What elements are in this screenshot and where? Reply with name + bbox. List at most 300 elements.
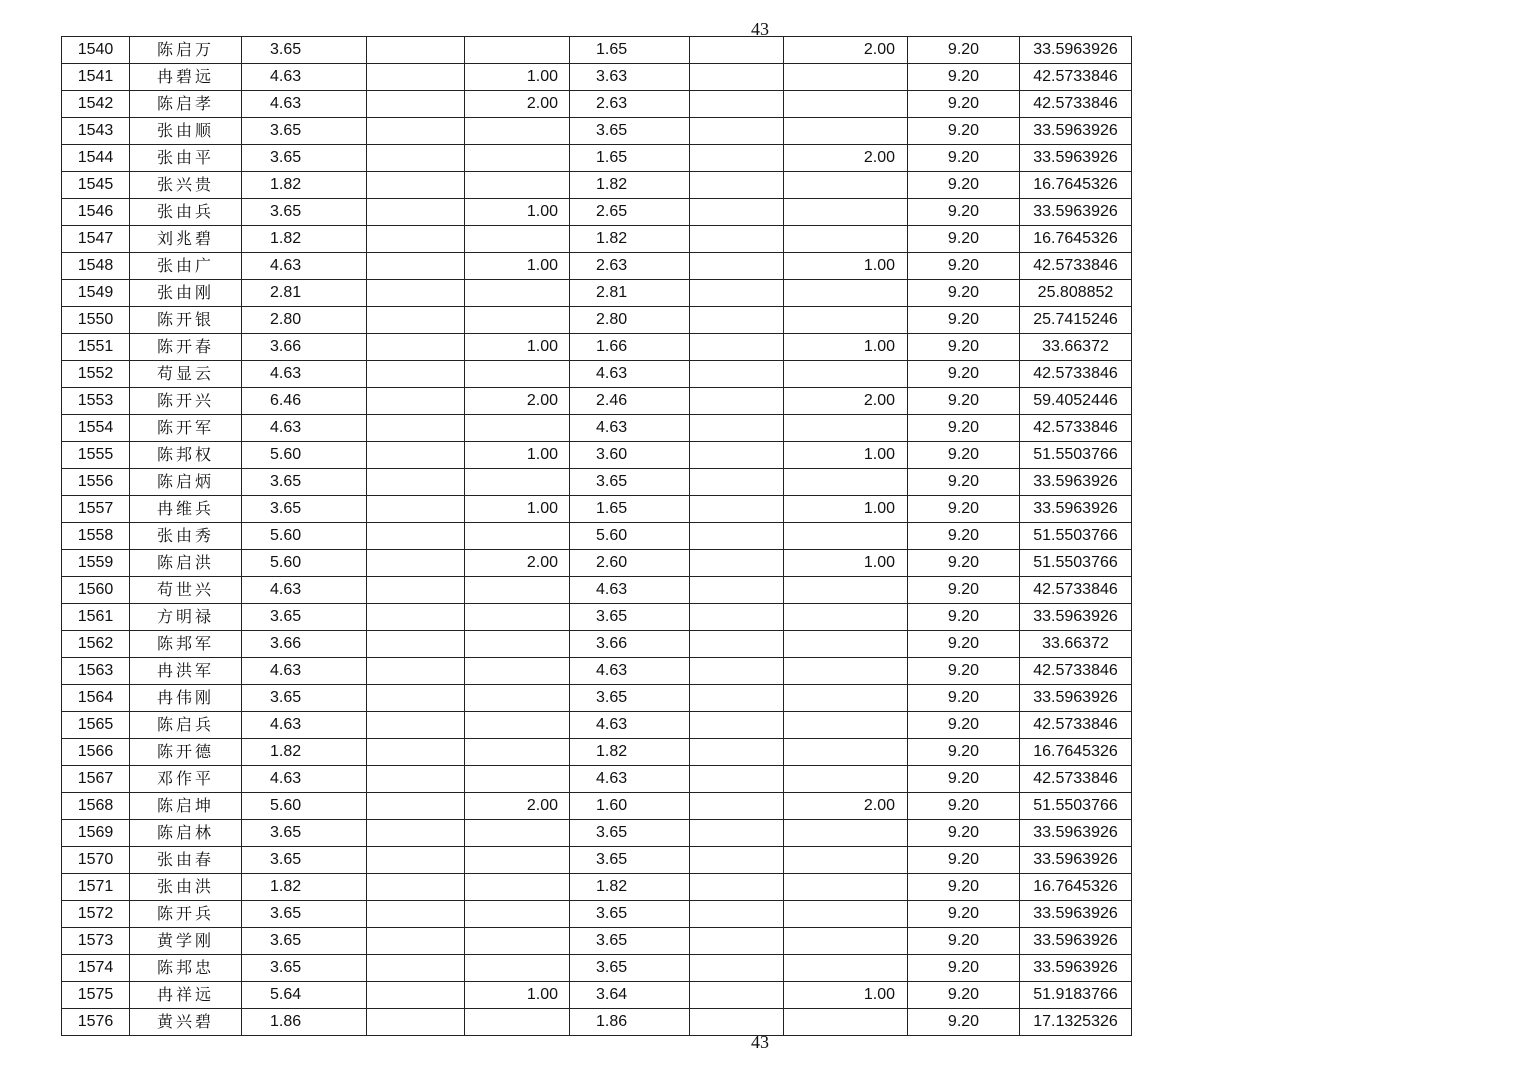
column-e-cell [690, 253, 784, 280]
column-c-cell [465, 658, 570, 685]
column-e-cell [690, 280, 784, 307]
amount-cell: 33.5963926 [1020, 847, 1132, 874]
name-cell: 陈邦忠 [130, 955, 242, 982]
column-d-cell: 2.63 [570, 253, 690, 280]
column-b-cell [367, 388, 465, 415]
area-total-cell: 1.82 [242, 172, 367, 199]
column-e-cell [690, 307, 784, 334]
amount-cell: 33.5963926 [1020, 820, 1132, 847]
name-cell: 张由兵 [130, 199, 242, 226]
column-c-cell [465, 307, 570, 334]
table-row [62, 955, 1132, 982]
column-d-cell: 1.82 [570, 874, 690, 901]
name-cell: 张由洪 [130, 874, 242, 901]
column-f-cell [784, 199, 908, 226]
rate-cell: 9.20 [908, 712, 1020, 739]
column-b-cell [367, 91, 465, 118]
rate-cell: 9.20 [908, 631, 1020, 658]
column-b-cell [367, 874, 465, 901]
column-e-cell [690, 631, 784, 658]
table-row [62, 793, 1132, 820]
column-f-cell [784, 631, 908, 658]
rate-cell: 9.20 [908, 523, 1020, 550]
amount-cell: 25.808852 [1020, 280, 1132, 307]
column-f-cell [784, 604, 908, 631]
rate-cell: 9.20 [908, 928, 1020, 955]
amount-cell: 42.5733846 [1020, 766, 1132, 793]
rate-cell: 9.20 [908, 550, 1020, 577]
amount-cell: 33.5963926 [1020, 145, 1132, 172]
column-e-cell [690, 523, 784, 550]
column-c-cell [465, 820, 570, 847]
name-cell: 苟显云 [130, 361, 242, 388]
row-number-cell: 1545 [62, 172, 130, 199]
column-c-cell [465, 469, 570, 496]
name-cell: 张由平 [130, 145, 242, 172]
column-d-cell: 1.65 [570, 496, 690, 523]
amount-cell: 25.7415246 [1020, 307, 1132, 334]
name-cell: 陈邦权 [130, 442, 242, 469]
column-b-cell [367, 631, 465, 658]
area-total-cell: 3.65 [242, 685, 367, 712]
column-e-cell [690, 766, 784, 793]
table-row [62, 820, 1132, 847]
rate-cell: 9.20 [908, 469, 1020, 496]
table-row [62, 442, 1132, 469]
column-f-cell: 1.00 [784, 550, 908, 577]
column-f-cell [784, 226, 908, 253]
column-d-cell: 3.65 [570, 469, 690, 496]
column-d-cell: 3.66 [570, 631, 690, 658]
column-c-cell [465, 415, 570, 442]
column-d-cell: 4.63 [570, 577, 690, 604]
column-e-cell [690, 793, 784, 820]
column-b-cell [367, 982, 465, 1009]
rate-cell: 9.20 [908, 91, 1020, 118]
column-b-cell [367, 955, 465, 982]
area-total-cell: 4.63 [242, 766, 367, 793]
table-row [62, 415, 1132, 442]
column-d-cell: 2.46 [570, 388, 690, 415]
row-number-cell: 1543 [62, 118, 130, 145]
name-cell: 陈启兵 [130, 712, 242, 739]
name-cell: 陈启林 [130, 820, 242, 847]
column-b-cell [367, 577, 465, 604]
column-b-cell [367, 847, 465, 874]
amount-cell: 42.5733846 [1020, 577, 1132, 604]
amount-cell: 33.5963926 [1020, 199, 1132, 226]
row-number-cell: 1542 [62, 91, 130, 118]
column-f-cell: 1.00 [784, 334, 908, 361]
area-total-cell: 4.63 [242, 415, 367, 442]
column-b-cell [367, 496, 465, 523]
column-e-cell [690, 469, 784, 496]
rate-cell: 9.20 [908, 280, 1020, 307]
rate-cell: 9.20 [908, 739, 1020, 766]
column-f-cell: 2.00 [784, 37, 908, 64]
column-c-cell: 2.00 [465, 91, 570, 118]
amount-cell: 33.5963926 [1020, 901, 1132, 928]
rate-cell: 9.20 [908, 496, 1020, 523]
column-b-cell [367, 901, 465, 928]
column-e-cell [690, 334, 784, 361]
column-b-cell [367, 199, 465, 226]
amount-cell: 42.5733846 [1020, 658, 1132, 685]
column-e-cell [690, 442, 784, 469]
amount-cell: 16.7645326 [1020, 874, 1132, 901]
rate-cell: 9.20 [908, 172, 1020, 199]
column-f-cell: 1.00 [784, 982, 908, 1009]
column-e-cell [690, 658, 784, 685]
column-b-cell [367, 469, 465, 496]
rate-cell: 9.20 [908, 118, 1020, 145]
table-row [62, 361, 1132, 388]
column-d-cell: 3.65 [570, 604, 690, 631]
column-d-cell: 2.81 [570, 280, 690, 307]
name-cell: 陈启洪 [130, 550, 242, 577]
column-c-cell: 1.00 [465, 199, 570, 226]
ledger-table-body [62, 37, 1132, 1036]
amount-cell: 33.66372 [1020, 334, 1132, 361]
column-d-cell: 3.65 [570, 901, 690, 928]
column-d-cell: 2.63 [570, 91, 690, 118]
name-cell: 陈启坤 [130, 793, 242, 820]
row-number-cell: 1575 [62, 982, 130, 1009]
column-b-cell [367, 685, 465, 712]
area-total-cell: 3.65 [242, 901, 367, 928]
area-total-cell: 1.86 [242, 1009, 367, 1036]
rate-cell: 9.20 [908, 793, 1020, 820]
column-e-cell [690, 604, 784, 631]
rate-cell: 9.20 [908, 874, 1020, 901]
name-cell: 冉伟刚 [130, 685, 242, 712]
row-number-cell: 1556 [62, 469, 130, 496]
area-total-cell: 1.82 [242, 226, 367, 253]
column-b-cell [367, 523, 465, 550]
table-row [62, 172, 1132, 199]
rate-cell: 9.20 [908, 955, 1020, 982]
table-row [62, 631, 1132, 658]
table-row [62, 388, 1132, 415]
area-total-cell: 4.63 [242, 658, 367, 685]
table-row [62, 766, 1132, 793]
column-f-cell: 2.00 [784, 145, 908, 172]
column-f-cell [784, 118, 908, 145]
column-e-cell [690, 199, 784, 226]
area-total-cell: 5.60 [242, 793, 367, 820]
table-row [62, 280, 1132, 307]
column-e-cell [690, 226, 784, 253]
area-total-cell: 6.46 [242, 388, 367, 415]
row-number-cell: 1563 [62, 658, 130, 685]
name-cell: 张由广 [130, 253, 242, 280]
row-number-cell: 1576 [62, 1009, 130, 1036]
rate-cell: 9.20 [908, 226, 1020, 253]
row-number-cell: 1550 [62, 307, 130, 334]
column-b-cell [367, 766, 465, 793]
column-c-cell [465, 172, 570, 199]
amount-cell: 17.1325326 [1020, 1009, 1132, 1036]
name-cell: 张由春 [130, 847, 242, 874]
column-e-cell [690, 64, 784, 91]
area-total-cell: 1.82 [242, 874, 367, 901]
name-cell: 张由秀 [130, 523, 242, 550]
column-c-cell: 1.00 [465, 982, 570, 1009]
area-total-cell: 3.65 [242, 820, 367, 847]
area-total-cell: 4.63 [242, 577, 367, 604]
column-c-cell [465, 874, 570, 901]
column-b-cell [367, 172, 465, 199]
rate-cell: 9.20 [908, 577, 1020, 604]
rate-cell: 9.20 [908, 901, 1020, 928]
column-e-cell [690, 847, 784, 874]
row-number-cell: 1567 [62, 766, 130, 793]
area-total-cell: 3.65 [242, 199, 367, 226]
row-number-cell: 1554 [62, 415, 130, 442]
name-cell: 冉洪军 [130, 658, 242, 685]
column-c-cell [465, 901, 570, 928]
row-number-cell: 1544 [62, 145, 130, 172]
column-d-cell: 2.80 [570, 307, 690, 334]
name-cell: 陈启孝 [130, 91, 242, 118]
column-b-cell [367, 37, 465, 64]
page-number-bottom: 43 [751, 1032, 769, 1052]
column-f-cell [784, 91, 908, 118]
name-cell: 陈开军 [130, 415, 242, 442]
name-cell: 陈开银 [130, 307, 242, 334]
column-e-cell [690, 145, 784, 172]
amount-cell: 33.66372 [1020, 631, 1132, 658]
area-total-cell: 4.63 [242, 253, 367, 280]
column-b-cell [367, 226, 465, 253]
table-row [62, 982, 1132, 1009]
column-d-cell: 1.65 [570, 145, 690, 172]
column-f-cell [784, 307, 908, 334]
column-f-cell [784, 1009, 908, 1036]
amount-cell: 51.5503766 [1020, 523, 1132, 550]
column-c-cell: 1.00 [465, 253, 570, 280]
column-b-cell [367, 928, 465, 955]
column-d-cell: 4.63 [570, 415, 690, 442]
column-f-cell [784, 820, 908, 847]
amount-cell: 33.5963926 [1020, 469, 1132, 496]
column-c-cell: 2.00 [465, 550, 570, 577]
area-total-cell: 4.63 [242, 361, 367, 388]
row-number-cell: 1551 [62, 334, 130, 361]
column-f-cell [784, 712, 908, 739]
table-row [62, 1009, 1132, 1036]
table-row [62, 334, 1132, 361]
column-c-cell [465, 577, 570, 604]
amount-cell: 42.5733846 [1020, 712, 1132, 739]
table-row [62, 928, 1132, 955]
area-total-cell: 3.65 [242, 37, 367, 64]
column-c-cell [465, 928, 570, 955]
column-c-cell [465, 766, 570, 793]
area-total-cell: 3.65 [242, 604, 367, 631]
column-d-cell: 5.60 [570, 523, 690, 550]
row-number-cell: 1572 [62, 901, 130, 928]
row-number-cell: 1561 [62, 604, 130, 631]
column-e-cell [690, 91, 784, 118]
row-number-cell: 1553 [62, 388, 130, 415]
row-number-cell: 1559 [62, 550, 130, 577]
row-number-cell: 1546 [62, 199, 130, 226]
column-e-cell [690, 361, 784, 388]
column-c-cell [465, 145, 570, 172]
column-b-cell [367, 415, 465, 442]
column-b-cell [367, 550, 465, 577]
column-c-cell [465, 739, 570, 766]
column-c-cell [465, 712, 570, 739]
row-number-cell: 1568 [62, 793, 130, 820]
column-d-cell: 3.65 [570, 847, 690, 874]
column-e-cell [690, 820, 784, 847]
table-row [62, 712, 1132, 739]
area-total-cell: 3.65 [242, 847, 367, 874]
area-total-cell: 3.65 [242, 469, 367, 496]
amount-cell: 42.5733846 [1020, 91, 1132, 118]
row-number-cell: 1570 [62, 847, 130, 874]
column-d-cell: 1.82 [570, 226, 690, 253]
column-f-cell: 1.00 [784, 253, 908, 280]
table-row [62, 253, 1132, 280]
name-cell: 冉维兵 [130, 496, 242, 523]
column-e-cell [690, 874, 784, 901]
column-f-cell [784, 766, 908, 793]
amount-cell: 33.5963926 [1020, 928, 1132, 955]
area-total-cell: 5.60 [242, 523, 367, 550]
row-number-cell: 1540 [62, 37, 130, 64]
column-b-cell [367, 64, 465, 91]
column-f-cell [784, 685, 908, 712]
row-number-cell: 1574 [62, 955, 130, 982]
row-number-cell: 1548 [62, 253, 130, 280]
name-cell: 方明禄 [130, 604, 242, 631]
column-b-cell [367, 280, 465, 307]
column-d-cell: 3.65 [570, 955, 690, 982]
name-cell: 陈开兴 [130, 388, 242, 415]
column-d-cell: 1.82 [570, 172, 690, 199]
column-e-cell [690, 496, 784, 523]
column-c-cell [465, 523, 570, 550]
table-row [62, 496, 1132, 523]
column-e-cell [690, 550, 784, 577]
amount-cell: 16.7645326 [1020, 226, 1132, 253]
rate-cell: 9.20 [908, 334, 1020, 361]
column-f-cell [784, 874, 908, 901]
row-number-cell: 1547 [62, 226, 130, 253]
amount-cell: 16.7645326 [1020, 172, 1132, 199]
column-e-cell [690, 685, 784, 712]
amount-cell: 51.5503766 [1020, 793, 1132, 820]
column-f-cell [784, 901, 908, 928]
amount-cell: 42.5733846 [1020, 415, 1132, 442]
name-cell: 张兴贵 [130, 172, 242, 199]
column-e-cell [690, 388, 784, 415]
area-total-cell: 5.64 [242, 982, 367, 1009]
column-c-cell [465, 847, 570, 874]
column-f-cell [784, 928, 908, 955]
column-b-cell [367, 442, 465, 469]
row-number-cell: 1566 [62, 739, 130, 766]
column-f-cell [784, 658, 908, 685]
column-c-cell: 1.00 [465, 64, 570, 91]
column-d-cell: 1.65 [570, 37, 690, 64]
column-f-cell [784, 64, 908, 91]
column-e-cell [690, 577, 784, 604]
name-cell: 陈启炳 [130, 469, 242, 496]
amount-cell: 16.7645326 [1020, 739, 1132, 766]
column-c-cell [465, 604, 570, 631]
rate-cell: 9.20 [908, 820, 1020, 847]
column-c-cell [465, 1009, 570, 1036]
column-d-cell: 2.60 [570, 550, 690, 577]
area-total-cell: 1.82 [242, 739, 367, 766]
rate-cell: 9.20 [908, 307, 1020, 334]
rate-cell: 9.20 [908, 658, 1020, 685]
area-total-cell: 4.63 [242, 64, 367, 91]
amount-cell: 33.5963926 [1020, 604, 1132, 631]
name-cell: 陈开德 [130, 739, 242, 766]
column-b-cell [367, 307, 465, 334]
area-total-cell: 5.60 [242, 442, 367, 469]
column-c-cell [465, 118, 570, 145]
column-c-cell: 1.00 [465, 334, 570, 361]
row-number-cell: 1557 [62, 496, 130, 523]
table-row [62, 91, 1132, 118]
table-row [62, 64, 1132, 91]
column-d-cell: 4.63 [570, 361, 690, 388]
column-d-cell: 1.60 [570, 793, 690, 820]
rate-cell: 9.20 [908, 64, 1020, 91]
column-b-cell [367, 712, 465, 739]
rate-cell: 9.20 [908, 199, 1020, 226]
area-total-cell: 3.66 [242, 334, 367, 361]
table-row [62, 226, 1132, 253]
name-cell: 黄兴碧 [130, 1009, 242, 1036]
column-c-cell [465, 685, 570, 712]
row-number-cell: 1573 [62, 928, 130, 955]
column-f-cell: 2.00 [784, 793, 908, 820]
name-cell: 苟世兴 [130, 577, 242, 604]
rate-cell: 9.20 [908, 604, 1020, 631]
column-e-cell [690, 172, 784, 199]
amount-cell: 42.5733846 [1020, 253, 1132, 280]
row-number-cell: 1549 [62, 280, 130, 307]
column-b-cell [367, 334, 465, 361]
name-cell: 陈邦军 [130, 631, 242, 658]
column-d-cell: 3.65 [570, 685, 690, 712]
name-cell: 冉祥远 [130, 982, 242, 1009]
column-c-cell: 2.00 [465, 793, 570, 820]
column-e-cell [690, 739, 784, 766]
row-number-cell: 1565 [62, 712, 130, 739]
area-total-cell: 3.65 [242, 145, 367, 172]
column-f-cell [784, 361, 908, 388]
table-row [62, 37, 1132, 64]
column-b-cell [367, 820, 465, 847]
area-total-cell: 3.65 [242, 955, 367, 982]
column-f-cell: 2.00 [784, 388, 908, 415]
amount-cell: 42.5733846 [1020, 361, 1132, 388]
amount-cell: 59.4052446 [1020, 388, 1132, 415]
area-total-cell: 5.60 [242, 550, 367, 577]
column-b-cell [367, 739, 465, 766]
column-d-cell: 1.82 [570, 739, 690, 766]
area-total-cell: 4.63 [242, 712, 367, 739]
rate-cell: 9.20 [908, 361, 1020, 388]
